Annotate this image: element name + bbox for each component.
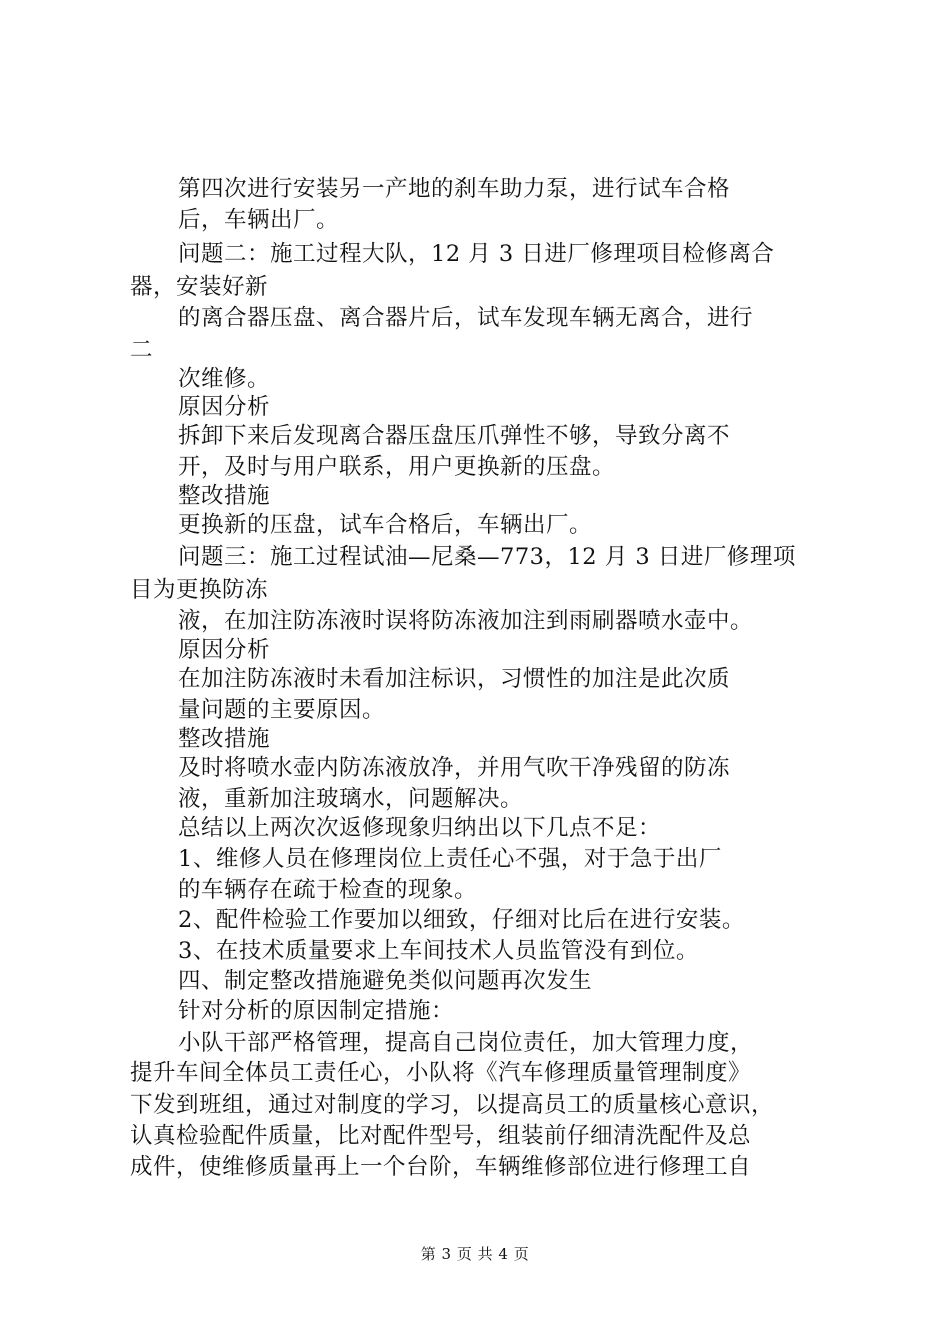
text-line: 四、制定整改措施避免类似问题再次发生 [178, 968, 593, 994]
text-line: 次维修。 [178, 366, 271, 392]
text-line: 下发到班组，通过对制度的学习，以提高员工的质量核心意识， [130, 1092, 775, 1118]
text-line: 液，重新加注玻璃水，问题解决。 [178, 786, 524, 812]
text-line: 拆卸下来后发现离合器压盘压爪弹性不够，导致分离不 [178, 423, 731, 449]
text-line: 目为更换防冻 [130, 577, 269, 603]
text-line: 整改措施 [178, 726, 271, 752]
text-line: 更换新的压盘，试车合格后，车辆出厂。 [178, 512, 593, 538]
text-line: 及时将喷水壶内防冻液放净，并用气吹干净残留的防冻 [178, 755, 731, 781]
text-line: 问题三：施工过程试油—尼桑—773，12 月 3 日进厂修理项 [178, 544, 796, 570]
text-line: 总结以上两次次返修现象归纳出以下几点不足： [178, 815, 662, 841]
text-line: 认真检验配件质量，比对配件型号，组装前仔细清洗配件及总 [130, 1123, 752, 1149]
text-line: 原因分析 [178, 637, 271, 663]
text-line: 器，安装好新 [130, 274, 269, 300]
page-footer: 第 3 页 共 4 页 [420, 1245, 530, 1263]
text-line: 成件，使维修质量再上一个台阶，车辆维修部位进行修理工自 [130, 1154, 752, 1180]
text-line: 3、在技术质量要求上车间技术人员监管没有到位。 [178, 938, 699, 964]
text-line: 原因分析 [178, 394, 271, 420]
text-line: 整改措施 [178, 483, 271, 509]
text-line: 针对分析的原因制定措施： [178, 998, 455, 1024]
text-line: 2、配件检验工作要加以细致，仔细对比后在进行安装。 [178, 907, 745, 933]
text-line: 开，及时与用户联系，用户更换新的压盘。 [178, 454, 616, 480]
text-line: 液，在加注防冻液时误将防冻液加注到雨刷器喷水壶中。 [178, 608, 754, 634]
text-line: 问题二：施工过程大队，12 月 3 日进厂修理项目检修离合 [178, 241, 775, 267]
text-line: 在加注防冻液时未看加注标识，习惯性的加注是此次质 [178, 666, 731, 692]
text-line: 量问题的主要原因。 [178, 697, 386, 723]
text-line: 的离合器压盘、离合器片后，试车发现车辆无离合，进行 [178, 305, 754, 331]
text-line: 后，车辆出厂。 [178, 207, 340, 233]
text-line: 第四次进行安装另一产地的刹车助力泵，进行试车合格 [178, 176, 731, 202]
text-line: 小队干部严格管理，提高自己岗位责任，加大管理力度， [178, 1030, 754, 1056]
text-line: 提升车间全体员工责任心，小队将《汽车修理质量管理制度》 [130, 1060, 752, 1086]
text-line: 1、维修人员在修理岗位上责任心不强，对于急于出厂 [178, 846, 722, 872]
text-line: 的车辆存在疏于检查的现象。 [178, 877, 478, 903]
text-line: 二 [130, 337, 154, 363]
